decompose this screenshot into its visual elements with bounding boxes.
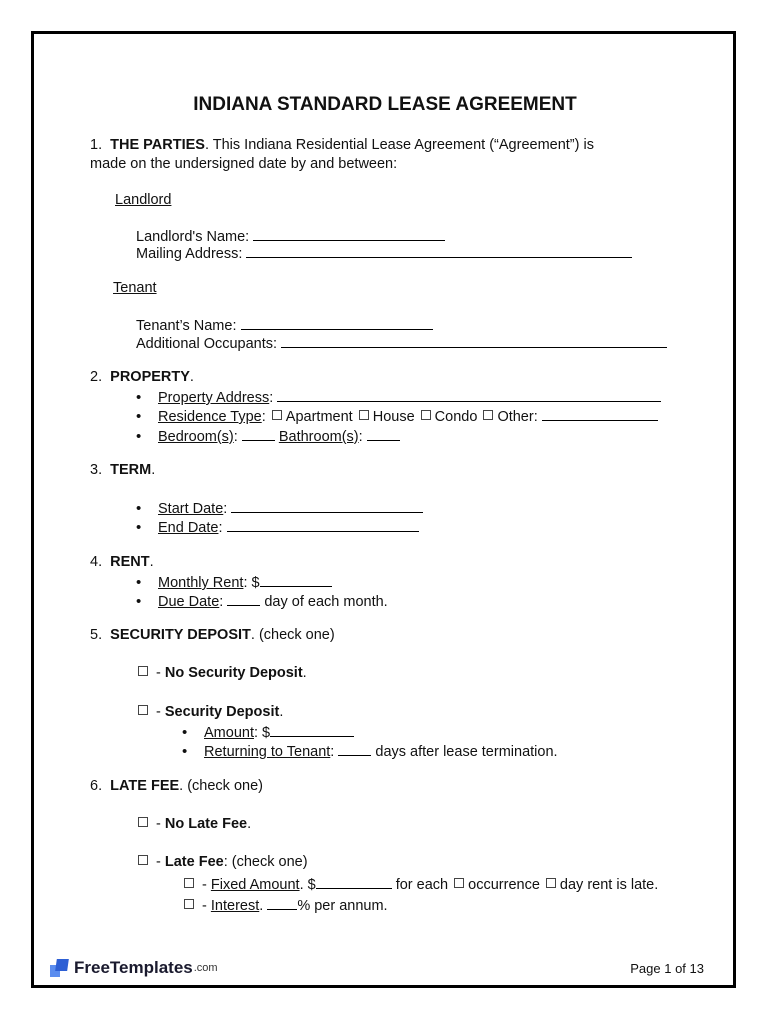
- mailing-address-label: Mailing Address:: [136, 246, 243, 262]
- bullet: [136, 500, 158, 517]
- section-text: . This Indiana Residential Lease Agreement (“Agreement”) is: [204, 137, 594, 153]
- late-fee-note: : (check one): [223, 854, 308, 870]
- section-heading: RENT: [110, 554, 150, 570]
- for-each-text: for each: [395, 877, 449, 893]
- condo-option-label: Condo: [434, 409, 478, 425]
- bullet: [136, 389, 158, 406]
- section-number: 1.: [90, 137, 103, 153]
- end-date-label: End Date: [158, 520, 219, 536]
- no-deposit-label: No Security Deposit: [164, 665, 303, 681]
- other-field[interactable]: [542, 407, 658, 421]
- bullet: [136, 593, 158, 610]
- apartment-checkbox[interactable]: [272, 410, 282, 420]
- section-deposit-heading-row: [90, 627, 335, 643]
- no-late-fee-checkbox[interactable]: [138, 817, 148, 827]
- start-date-field[interactable]: [231, 499, 423, 513]
- deposit-label: Security Deposit: [164, 704, 280, 720]
- returning-days-field[interactable]: [338, 742, 371, 756]
- bullet: [182, 724, 204, 741]
- section-number: 2.: [90, 369, 103, 385]
- late-fee-label: Late Fee: [164, 854, 224, 870]
- house-checkbox[interactable]: [359, 410, 369, 420]
- interest-label: Interest: [210, 898, 260, 914]
- returning-suffix: days after lease termination.: [375, 744, 558, 760]
- due-date-field[interactable]: [227, 592, 260, 606]
- other-option-label: Other:: [497, 409, 538, 425]
- apartment-option-label: Apartment: [285, 409, 353, 425]
- no-late-fee-label: No Late Fee: [164, 816, 248, 832]
- end-date-field[interactable]: [227, 518, 419, 532]
- day-late-checkbox[interactable]: [546, 878, 556, 888]
- tenant-name-label: Tenant’s Name:: [136, 318, 237, 334]
- section-property-heading-row: [90, 369, 194, 385]
- colon: :: [358, 429, 363, 445]
- section-number: 6.: [90, 778, 103, 794]
- due-date-suffix: day of each month.: [264, 594, 388, 610]
- bullet: [136, 519, 158, 536]
- freetemplates-logo[interactable]: [50, 958, 218, 978]
- mailing-address-row: [136, 244, 632, 262]
- section-heading: THE PARTIES: [110, 137, 205, 153]
- property-address-field[interactable]: [277, 388, 661, 402]
- tenant-name-row: [136, 316, 433, 334]
- late-fee-checkbox[interactable]: [138, 855, 148, 865]
- colon: :: [223, 501, 228, 517]
- section-parties-line2: made on the undersigned date by and between:: [90, 156, 398, 172]
- fixed-amount-row: - Fixed Amount. $ for each occurrence day rent is late.: [182, 875, 658, 893]
- no-deposit-option: - No Security Deposit.: [136, 665, 307, 681]
- no-deposit-checkbox[interactable]: [138, 666, 148, 676]
- logo-domain: .com: [193, 962, 218, 974]
- section-punct: .: [149, 554, 154, 570]
- section-number: 3.: [90, 462, 103, 478]
- page-number: Page 1 of 13: [630, 961, 704, 976]
- property-address-label: Property Address: [158, 390, 270, 406]
- document-title: INDIANA STANDARD LEASE AGREEMENT: [193, 94, 577, 115]
- fixed-amount-field[interactable]: [316, 875, 392, 889]
- late-fee-option: - Late Fee: (check one): [136, 854, 308, 870]
- monthly-rent-label: Monthly Rent: [158, 575, 244, 591]
- bathrooms-label: Bathroom(s): [278, 429, 359, 445]
- section-note: . (check one): [250, 627, 335, 643]
- colon: :: [261, 409, 266, 425]
- bullet: [182, 743, 204, 760]
- section-late-fee-heading-row: [90, 778, 263, 794]
- fixed-amount-label: Fixed Amount: [210, 877, 300, 893]
- colon: :: [219, 594, 224, 610]
- occurrence-checkbox[interactable]: [454, 878, 464, 888]
- tenant-heading: Tenant: [113, 280, 157, 296]
- logo-text: FreeTemplates: [74, 958, 193, 977]
- occurrence-label: occurrence: [468, 877, 540, 893]
- residence-type-label: Residence Type: [158, 409, 262, 425]
- residence-type-row: [136, 407, 658, 425]
- logo-icon: [50, 959, 68, 977]
- section-heading: PROPERTY: [110, 369, 190, 385]
- mailing-address-field[interactable]: [246, 244, 632, 258]
- section-parties-line1: [90, 137, 594, 153]
- landlord-name-field[interactable]: [253, 227, 445, 241]
- landlord-name-label: Landlord's Name:: [136, 229, 250, 245]
- deposit-amount-label: Amount: [204, 725, 254, 741]
- deposit-option: - Security Deposit.: [136, 704, 283, 720]
- colon: :: [330, 744, 335, 760]
- section-heading: TERM: [110, 462, 152, 478]
- section-rent-heading-row: [90, 554, 154, 570]
- section-note: . (check one): [179, 778, 263, 794]
- section-number: 4.: [90, 554, 103, 570]
- tenant-name-field[interactable]: [241, 316, 433, 330]
- deposit-amount-field[interactable]: [270, 723, 354, 737]
- day-late-label: day rent is late.: [559, 877, 659, 893]
- no-late-fee-option: - No Late Fee.: [136, 816, 251, 832]
- fixed-amount-checkbox[interactable]: [184, 878, 194, 888]
- colon: :: [269, 390, 274, 406]
- interest-checkbox[interactable]: [184, 899, 194, 909]
- other-checkbox[interactable]: [483, 410, 493, 420]
- landlord-name-row: [136, 227, 445, 245]
- start-date-row: [136, 499, 423, 517]
- colon: :: [218, 520, 223, 536]
- dollar-prefix: . $: [299, 877, 316, 893]
- section-punct: .: [189, 369, 194, 385]
- interest-suffix: % per annum.: [297, 898, 388, 914]
- interest-row: - Interest. % per annum.: [182, 896, 388, 914]
- monthly-rent-row: [136, 573, 332, 591]
- due-date-row: [136, 592, 388, 610]
- end-date-row: [136, 518, 419, 536]
- monthly-rent-field[interactable]: [260, 573, 332, 587]
- property-address-row: [136, 388, 661, 406]
- returning-label: Returning to Tenant: [204, 744, 331, 760]
- section-punct: .: [151, 462, 156, 478]
- house-option-label: House: [372, 409, 415, 425]
- start-date-label: Start Date: [158, 501, 224, 517]
- returning-row: [182, 742, 558, 760]
- deposit-checkbox[interactable]: [138, 705, 148, 715]
- due-date-label: Due Date: [158, 594, 220, 610]
- bullet: [136, 408, 158, 425]
- additional-occupants-field[interactable]: [281, 334, 667, 348]
- colon: :: [233, 429, 238, 445]
- section-term-heading-row: [90, 462, 155, 478]
- deposit-amount-row: [182, 723, 354, 741]
- additional-occupants-row: [136, 334, 667, 352]
- additional-occupants-label: Additional Occupants:: [136, 336, 278, 352]
- bullet: [136, 428, 158, 445]
- bathrooms-field[interactable]: [367, 427, 400, 441]
- section-heading: SECURITY DEPOSIT: [110, 627, 251, 643]
- dollar-prefix: : $: [253, 725, 271, 741]
- landlord-heading: Landlord: [115, 192, 172, 208]
- interest-field[interactable]: [267, 896, 297, 910]
- dollar-prefix: : $: [243, 575, 260, 591]
- condo-checkbox[interactable]: [421, 410, 431, 420]
- bullet: [136, 574, 158, 591]
- rooms-row: [136, 427, 400, 445]
- section-heading: LATE FEE: [110, 778, 180, 794]
- bedrooms-label: Bedroom(s): [158, 429, 234, 445]
- section-number: 5.: [90, 627, 103, 643]
- bedrooms-field[interactable]: [242, 427, 275, 441]
